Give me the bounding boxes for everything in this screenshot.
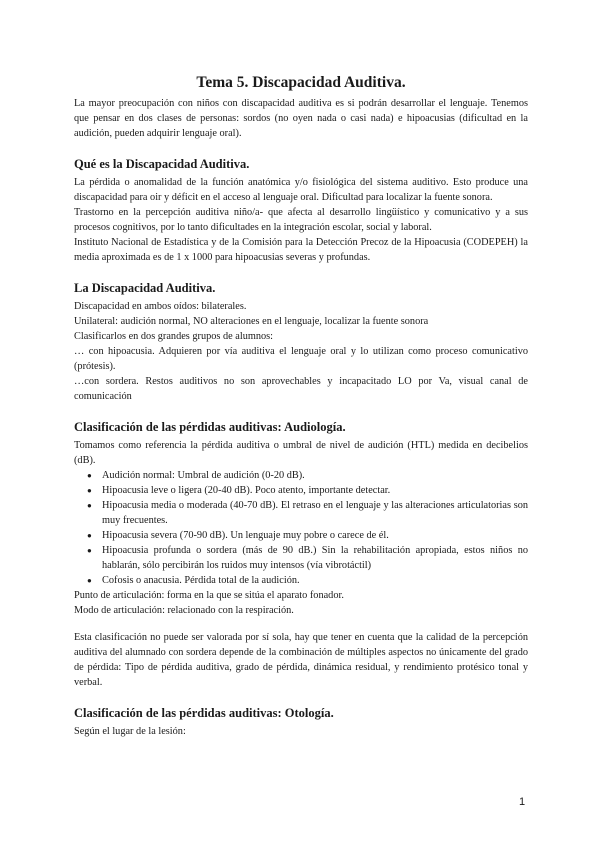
paragraph: Según el lugar de la lesión: (74, 726, 186, 737)
hearing-loss-list (74, 468, 528, 588)
list-item: ● Hipoacusia leve o ligera (20-40 dB). Poco atento, importante detectar. (102, 483, 528, 498)
list-item: ● Audición normal: Umbral de audición (0-20 dB). (102, 468, 528, 483)
list-item: ● Hipoacusia media o moderada (40-70 dB). El retraso en el lenguaje y las alteraciones articulatorias son muy frecuentes. (102, 498, 528, 528)
paragraph: Unilateral: audición normal, NO alteraciones en el lenguaje, localizar la fuente sonora (74, 316, 429, 327)
paragraph: Punto de articulación: forma en la que se sitúa el aparato fonador. (74, 590, 344, 601)
paragraph: La pérdida o anomalidad de la función anatómica y/o fisiológica del sistema auditivo. Esto produce una discapacidad para oir y déficit en el acceso al lenguaje oral. Dificultad para localizar la fuente sonora. (74, 177, 528, 203)
paragraph: Esta clasificación no puede ser valorada por sí sola, hay que tener en cuenta que la calidad de la percepción auditiva del alumnado con sordera depende de la combinación de múltiples aspectos no únicamente del grado de pérdida: Tipo de pérdida auditiva, grado de pérdida, dinámica residual, y rendimiento protésico tonal y verbal. (74, 632, 528, 688)
paragraph: Modo de articulación: relacionado con la respiración. (74, 605, 294, 616)
page-number: 1 (519, 796, 526, 808)
paragraph: Clasificarlos en dos grandes grupos de alumnos: (74, 331, 274, 342)
paragraph: Tomamos como referencia la pérdida auditiva o umbral de nivel de audición (HTL) medida en decibelios (dB). (74, 440, 528, 466)
section-heading-otologia: Clasificación de las pérdidas auditivas: Otología. (74, 706, 334, 720)
paragraph: … con hipoacusia. Adquieren por vía auditiva el lenguaje oral y lo utilizan como proceso comunicativo (prótesis). (74, 346, 528, 372)
paragraph: …con sordera. Restos auditivos no son aprovechables y incapacitado LO por Va, visual canal de comunicación (74, 376, 528, 402)
document-page (74, 74, 528, 739)
list-item: ● Cofosis o anacusia. Pérdida total de la audición. (102, 573, 528, 588)
document-title: Tema 5. Discapacidad Auditiva. (196, 74, 406, 91)
paragraph: Discapacidad en ambos oídos: bilaterales. (74, 301, 247, 312)
list-item: ● Hipoacusia severa (70-90 dB). Un lenguaje muy pobre o carece de él. (102, 528, 528, 543)
paragraph: Instituto Nacional de Estadística y de la Comisión para la Detección Precoz de la Hipoacusia (CODEPEH) la media aproximada es de 1 x 1000 para hipoacusias severas y profundas. (74, 237, 528, 263)
list-item: ● Hipoacusia profunda o sordera (más de 90 dB.) Sin la rehabilitación apropiada, estos niños no hablarán, sólo percibirán los ruidos muy intensos (vía vibrotáctil) (102, 543, 528, 573)
paragraph: Trastorno en la percepción auditiva niño/a- que afecta al desarrollo lingüístico y comunicativo y a sus procesos cognitivos, por lo tanto dificultades en la integración escolar, social y laboral. (74, 207, 528, 233)
section-heading-discapacidad: La Discapacidad Auditiva. (74, 281, 216, 295)
section-heading-que-es: Qué es la Discapacidad Auditiva. (74, 157, 250, 171)
section-heading-audiologia: Clasificación de las pérdidas auditivas: Audiología. (74, 420, 346, 434)
intro-paragraph: La mayor preocupación con niños con discapacidad auditiva es si podrán desarrollar el lenguaje. Tenemos que pensar en dos clases de personas: sordos (no oyen nada o casi nada) e hipoacusias (dificultad en la audición, pueden adquirir lenguaje oral). (74, 98, 528, 139)
